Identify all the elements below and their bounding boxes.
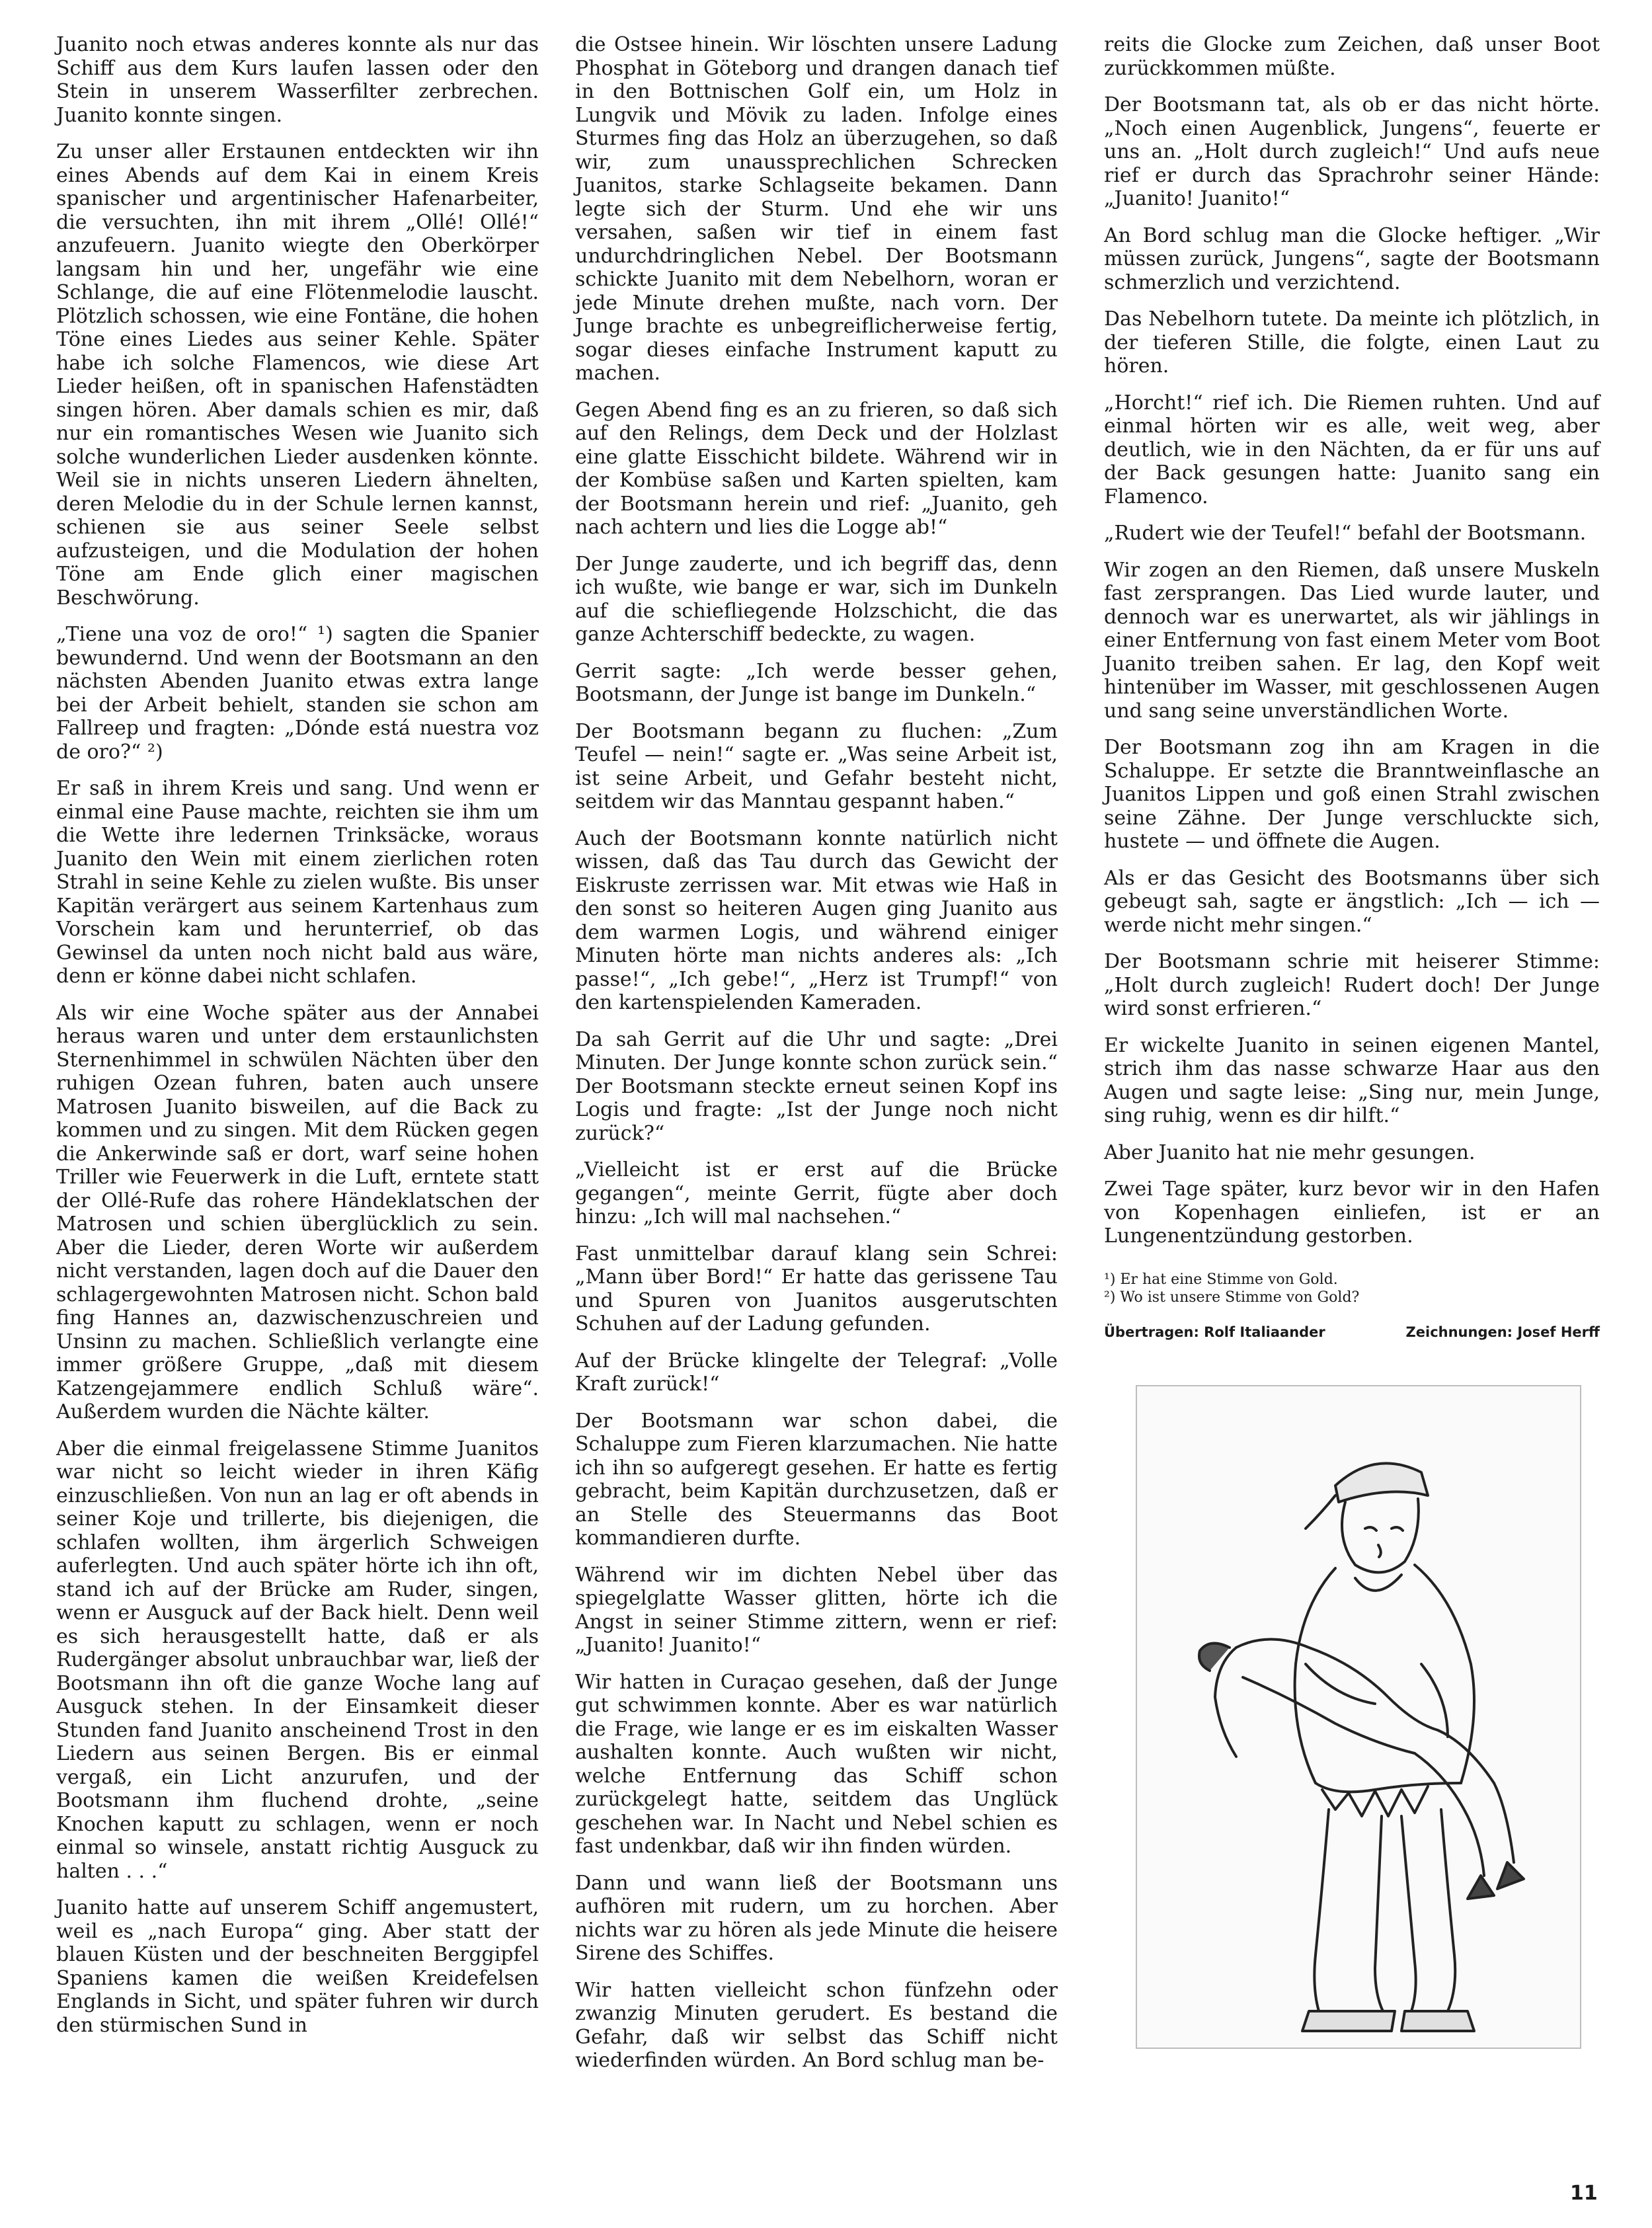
paragraph: Auf der Brücke klingelte der Telegraf: „Volle Kraft zurück!“ [575,1349,1058,1396]
paragraph: Gegen Abend fing es an zu frieren, so daß sich auf den Relings, dem Deck und der Holzlast eine glatte Eisschicht bildete. Während wir in der Kombüse saßen und Karten spielten, kam der Bootsmann herein und rief: „Juanito, geh nach achtern und lies die Logge ab!“ [575,398,1058,539]
paragraph: Aber Juanito hat nie mehr gesungen. [1104,1140,1475,1164]
paragraph: Der Bootsmann schrie mit heiserer Stimme: „Holt durch zugleich! Rudert doch! Der Junge wird sonst erfrieren.“ [1104,950,1600,1020]
paragraph: Gerrit sagte: „Ich werde besser gehen, Bootsmann, der Junge ist bange im Dunkeln.“ [575,659,1058,706]
paragraph: „Rudert wie der Teufel!“ befahl der Bootsmann. [1104,522,1587,545]
paragraph: Das Nebelhorn tutete. Da meinte ich plötzlich, in der tieferen Stille, die folgte, einen Laut zu hören. [1104,307,1600,378]
page-number: 11 [1570,2182,1598,2205]
paragraph: Der Bootsmann begann zu fluchen: „Zum Teufel — nein!“ sagte er. „Was seine Arbeit ist, ist seine Arbeit, und Gefahr besteht nicht, seitdem wir das Manntau gespannt haben.“ [575,719,1058,813]
text-column-3 [1104,33,1600,1344]
paragraph: Als er das Gesicht des Bootsmanns über sich gebeugt sah, sagte er ängstlich: „Ich — ich — werde nicht mehr singen.“ [1104,866,1600,937]
paragraph: Wir hatten vielleicht schon fünfzehn oder zwanzig Minuten gerudert. Es bestand die Gefahr, daß wir selbst das Schiff nicht wiederfinden würden. An Bord schlug man be- [575,1978,1058,2072]
paragraph: Aber die einmal freigelassene Stimme Juanitos war nicht so leicht wieder in ihren Käfig einzuschließen. Von nun an lag er oft abends in seiner Koje und trillerte, bis diejenigen, die schlafen wollten, ihm ärgerlich Schweigen auferlegten. Und auch später hörte ich ihn oft, stand ich auf der Brücke am Ruder, singen, wenn er Ausguck auf der Back hielt. Denn weil es sich herausgestellt hatte, daß er als Rudergänger absolut unbrauchbar war, ließ der Bootsmann ihn oft die ganze Woche lang auf Ausguck stehen. In der Einsamkeit dieser Stunden fand Juanito anscheinend Trost in den Liedern aus seinen Bergen. Bis er einmal vergaß, ein Licht anzurufen, und der Bootsmann ihm fluchend drohte, „seine Knochen kaputt zu schlagen, wenn er noch einmal so winsele, anstatt richtig Ausguck zu halten . . .“ [56,1437,539,1883]
paragraph: Der Junge zauderte, und ich begriff das, denn ich wußte, wie bange er war, sich im Dunkeln auf die schiefliegende Holzschicht, die das ganze Achterschiff bedeckte, zu wagen. [575,552,1058,646]
sailor-carrying-boy-drawing [1137,1386,1580,2048]
credits [1104,1321,1600,1345]
paragraph: Der Bootsmann tat, als ob er das nicht hörte. „Noch einen Augenblick, Jungens“, feuerte er uns an. „Holt durch zugleich!“ Und aufs neue rief er durch das Sprachrohr seiner Hände: „Juanito! Juanito!“ [1104,93,1600,210]
paragraph: Als wir eine Woche später aus der Annabei heraus waren und unter dem erstaunlichsten Sternenhimmel in schwülen Nächten über den ruhigen Ozean fuhren, baten auch unsere Matrosen Juanito bisweilen, auf die Back zu kommen und zu singen. Mit dem Rücken gegen die Ankerwinde saß er dort, warf seine hohen Triller wie Feuerwerk in die Luft, erntete statt der Ollé-Rufe das rohere Händeklatschen der Matrosen und schien überglücklich zu sein. Aber die Lieder, deren Worte wir außerdem nicht verstanden, lagen doch auf die Dauer den schlagergewohnten Matrosen nicht. Schon bald fing Hannes an, dazwischenzuschreien und Unsinn zu machen. Schließlich verlangte eine immer größere Gruppe, „daß mit diesem Katzengejammere endlich Schluß wäre“. Außerdem wurden die Nächte kälter. [56,1001,539,1423]
paragraph: Fast unmittelbar darauf klang sein Schrei: „Mann über Bord!“ Er hatte das gerissene Tau und Spuren von Juanitos ausgerutschten Schuhen auf der Ladung gefunden. [575,1242,1058,1335]
paragraph: reits die Glocke zum Zeichen, daß unser Boot zurückkommen müßte. [1104,33,1600,80]
translator-credit: Übertragen: Rolf Italiaander [1104,1324,1325,1340]
paragraph: Wir zogen an den Riemen, daß unsere Muskeln fast zersprangen. Das Lied wurde lauter, und dennoch war es unerwartet, als wir jählings in einer Entfernung von fast einem Meter vom Boot Juanito treiben sahen. Er lag, den Kopf weit hintenüber im Wasser, mit geschlossenen Augen und sang seine unverständlichen Worte. [1104,558,1600,723]
paragraph: Juanito noch etwas anderes konnte als nur das Schiff aus dem Kurs laufen lassen oder den Stein in unserem Wasserfilter zerbrechen. Juanito konnte singen. [56,33,539,127]
paragraph: Auch der Bootsmann konnte natürlich nicht wissen, daß das Tau durch das Gewicht der Eiskruste zerrissen war. Mit etwas wie Haß in den sonst so heiteren Augen ging Juanito aus dem warmen Logis, und während einiger Minuten hörte man nichts anderes als: „Ich passe!“, „Ich gebe!“, „Herz ist Trumpf!“ von den kartenspielenden Kameraden. [575,826,1058,1014]
paragraph: Der Bootsmann zog ihn am Kragen in die Schaluppe. Er setzte die Branntweinflasche an Juanitos Lippen und goß einen Strahl zwischen seine Zähne. Der Junge verschluckte sich, hustete — und öffnete die Augen. [1104,736,1600,853]
illustration [1136,1385,1581,2049]
paragraph: Der Bootsmann war schon dabei, die Schaluppe zum Fieren klarzumachen. Nie hatte ich ihn so aufgeregt gesehen. Er hatte es fertig gebracht, beim Kapitän durchzusetzen, daß er an Stelle des Steuermanns das Boot kommandieren durfte. [575,1409,1058,1550]
paragraph: Während wir im dichten Nebel über das spiegelglatte Wasser glitten, hörte ich die Angst in seiner Stimme zittern, wenn er rief: „Juanito! Juanito!“ [575,1563,1058,1657]
footnote: ²) Wo ist unsere Stimme von Gold? [1104,1289,1360,1306]
footnote: ¹) Er hat eine Stimme von Gold. [1104,1271,1338,1288]
footnotes [1104,1271,1600,1306]
paragraph: Da sah Gerrit auf die Uhr und sagte: „Drei Minuten. Der Junge konnte schon zurück sein.“ Der Bootsmann steckte erneut seinen Kopf ins Logis und fragte: „Ist der Junge noch nicht zurück?“ [575,1027,1058,1145]
text-column-2 [575,33,1058,2086]
text-column-1 [56,33,539,2050]
paragraph: „Vielleicht ist er erst auf die Brücke gegangen“, meinte Gerrit, fügte aber doch hinzu: „Ich will mal nachsehen.“ [575,1158,1058,1228]
paragraph: Zu unser aller Erstaunen entdeckten wir ihn eines Abends auf dem Kai in einem Kreis spanischer und argentinischer Hafenarbeiter, die versuchten, ihn mit ihrem „Ollé! Ollé!“ anzufeuern. Juanito wiegte den Oberkörper langsam hin und her, ungefähr wie eine Schlange, die auf eine Flötenmelodie lauscht. Plötzlich schossen, wie eine Fontäne, die hohen Töne eines Liedes aus seiner Kehle. Später habe ich solche Flamencos, wie diese Art Lieder heißen, oft in spanischen Hafenstädten singen hören. Aber damals schien es mir, daß nur ein romantisches Wesen wie Juanito sich solche wunderlichen Lieder ausdenken könnte. Weil sie in nichts unseren Liedern ähnelten, deren Melodie du in der Schule lernen kannst, schienen sie aus seiner Seele selbst aufzusteigen, und die Modulation der hohen Töne am Ende glich einer magischen Beschwörung. [56,140,539,610]
paragraph: „Horcht!“ rief ich. Die Riemen ruhten. Und auf einmal hörten wir es alle, weit weg, aber deutlich, wie in den Nächten, da er für uns auf der Back gesungen hatte: Juanito sang ein Flamenco. [1104,391,1600,508]
paragraph: Dann und wann ließ der Bootsmann uns aufhören mit rudern, um zu horchen. Aber nichts war zu hören als jede Minute die heisere Sirene des Schiffes. [575,1871,1058,1965]
illustrator-credit: Zeichnungen: Josef Herff [1405,1324,1600,1340]
paragraph: die Ostsee hinein. Wir löschten unsere Ladung Phosphat in Göteborg und drangen danach tief in den Bottnischen Golf ein, um Holz in Lungvik und Mövik zu laden. Infolge eines Sturmes fing das Holz an überzugehen, so daß wir, zum unaussprechlichen Schrecken Juanitos, starke Schlagseite bekamen. Dann legte sich der Sturm. Und ehe wir uns versahen, saßen wir tief in einem fast undurchdringlichen Nebel. Der Bootsmann schickte Juanito mit dem Nebelhorn, woran er jede Minute drehen mußte, nach vorn. Der Junge brachte es unbegreiflicherweise fertig, sogar dieses einfache Instrument kaputt zu machen. [575,33,1058,385]
paragraph: Wir hatten in Curaçao gesehen, daß der Junge gut schwimmen konnte. Aber es war natürlich die Frage, wie lange er es im eiskalten Wasser aushalten konnte. Auch wußten wir nicht, welche Entfernung das Schiff schon zurückgelegt hatte, seitdem das Unglück geschehen war. In Nacht und Nebel schien es fast undenkbar, daß wir ihn finden würden. [575,1670,1058,1858]
paragraph: Zwei Tage später, kurz bevor wir in den Hafen von Kopenhagen einliefen, ist er an Lungenentzündung gestorben. [1104,1177,1600,1248]
paragraph: Er wickelte Juanito in seinen eigenen Mantel, strich ihm das nasse schwarze Haar aus den Augen und sagte leise: „Sing nur, mein Junge, sing ruhig, wenn es dir hilft.“ [1104,1033,1600,1127]
paragraph: Er saß in ihrem Kreis und sang. Und wenn er einmal eine Pause machte, reichten sie ihm um die Wette ihre ledernen Trinksäcke, woraus Juanito den Wein mit einem zierlichen roten Strahl in seine Kehle zu zielen wußte. Bis unser Kapitän verärgert aus seinem Kartenhaus zum Vorschein kam und herunterrief, ob das Gewinsel da unten noch nicht bald aus wäre, denn er könne dabei nicht schlafen. [56,777,539,988]
paragraph: „Tiene una voz de oro!“ ¹) sagten die Spanier bewundernd. Und wenn der Bootsmann an den nächsten Abenden Juanito etwas extra lange bei der Arbeit behielt, standen sie schon am Fallreep und fragten: „Dónde está nuestra voz de oro?“ ²) [56,623,539,764]
paragraph: Juanito hatte auf unserem Schiff angemustert, weil es „nach Europa“ ging. Aber statt der blauen Küsten und der beschneiten Berggipfel Spaniens kamen die weißen Kreidefelsen Englands in Sicht, und später fuhren wir durch den stürmischen Sund in [56,1896,539,2037]
paragraph: An Bord schlug man die Glocke heftiger. „Wir müssen zurück, Jungens“, sagte der Bootsmann schmerzlich und verzichtend. [1104,223,1600,294]
